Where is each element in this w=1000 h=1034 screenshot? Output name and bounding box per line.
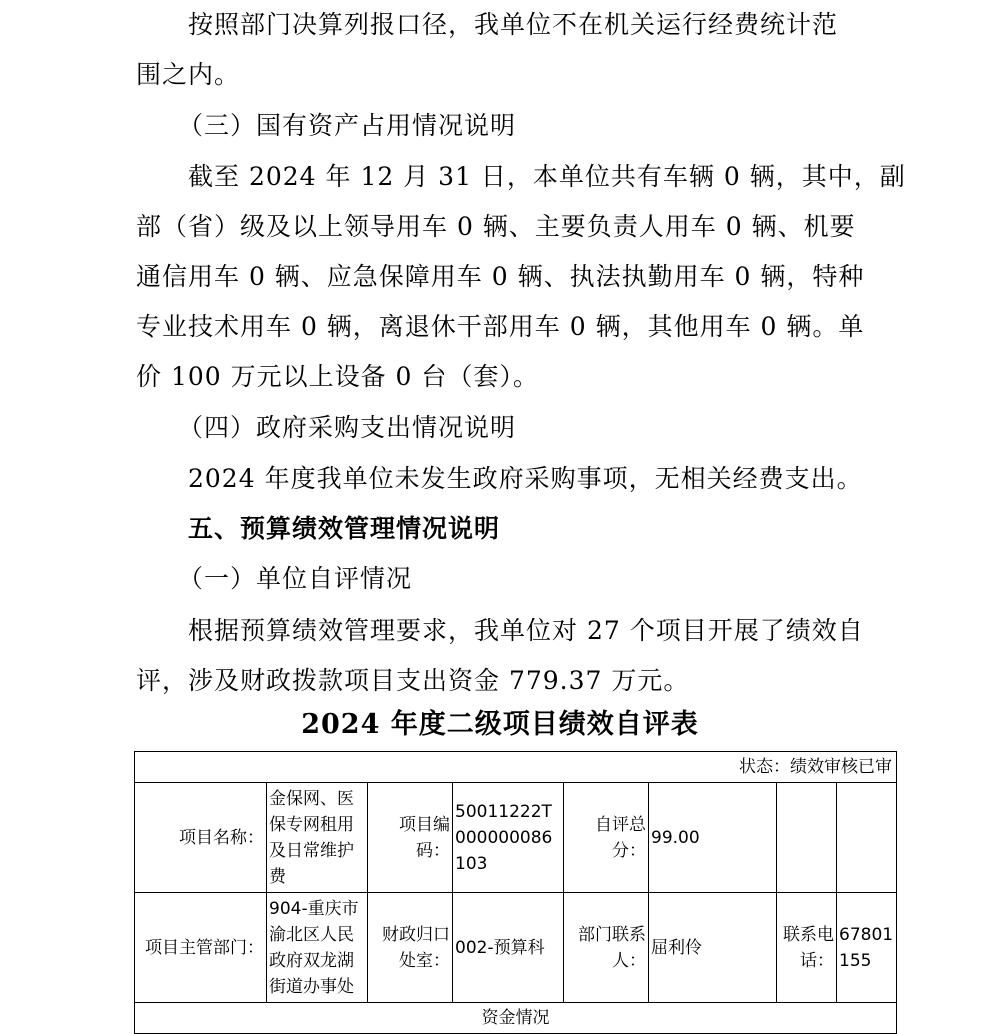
status-row bbox=[135, 752, 897, 783]
score-label: 自评总分： bbox=[564, 783, 649, 893]
project-code-value: 50011222T000000086103 bbox=[453, 783, 564, 893]
chapter-heading: 五、预算绩效管理情况说明 bbox=[188, 514, 501, 543]
finance-label: 财政归口处室： bbox=[368, 893, 453, 1003]
score-value: 99.00 bbox=[649, 783, 777, 893]
phone-label: 联系电话： bbox=[777, 893, 837, 1003]
paragraph-line: 围之内。 bbox=[136, 60, 241, 89]
finance-value: 002-预算科 bbox=[453, 893, 564, 1003]
empty-cell bbox=[837, 783, 897, 893]
paragraph-line: 部（省）级及以上领导用车 0 辆、主要负责人用车 0 辆、机要 bbox=[136, 212, 856, 241]
table-row bbox=[135, 1003, 897, 1034]
dept-label: 项目主管部门： bbox=[135, 893, 267, 1003]
status-text: 状态：绩效审核已审 bbox=[135, 752, 897, 783]
project-name-value: 金保网、医保专网租用及日常维护费 bbox=[267, 783, 368, 893]
table-row bbox=[135, 893, 897, 1003]
project-code-label: 项目编码： bbox=[368, 783, 453, 893]
contact-label: 部门联系人： bbox=[564, 893, 649, 1003]
paragraph-line: 2024 年度我单位未发生政府采购事项，无相关经费支出。 bbox=[188, 464, 863, 493]
performance-table bbox=[134, 751, 897, 1034]
paragraph-line: 截至 2024 年 12 月 31 日，本单位共有车辆 0 辆，其中，副 bbox=[188, 162, 906, 191]
phone-value: 67801155 bbox=[837, 893, 897, 1003]
table-row bbox=[135, 783, 897, 893]
funds-header: 资金情况 bbox=[135, 1003, 897, 1034]
contact-value: 屈利伶 bbox=[649, 893, 777, 1003]
paragraph-line: 通信用车 0 辆、应急保障用车 0 辆、执法执勤用车 0 辆，特种 bbox=[136, 262, 865, 291]
project-name-label: 项目名称： bbox=[135, 783, 267, 893]
section-heading: （一）单位自评情况 bbox=[178, 564, 413, 593]
section-heading: （四）政府采购支出情况说明 bbox=[178, 413, 517, 442]
empty-cell bbox=[777, 783, 837, 893]
dept-value: 904-重庆市渝北区人民政府双龙湖街道办事处 bbox=[267, 893, 368, 1003]
paragraph-line: 根据预算绩效管理要求，我单位对 27 个项目开展了绩效自 bbox=[188, 616, 864, 645]
paragraph-line: 专业技术用车 0 辆，离退休干部用车 0 辆，其他用车 0 辆。单 bbox=[136, 312, 865, 341]
paragraph-line: 价 100 万元以上设备 0 台（套）。 bbox=[136, 362, 539, 391]
table-title: 2024 年度二级项目绩效自评表 bbox=[301, 709, 699, 740]
paragraph-line: 评，涉及财政拨款项目支出资金 779.37 万元。 bbox=[136, 666, 690, 695]
section-heading: （三）国有资产占用情况说明 bbox=[178, 111, 517, 140]
paragraph-line: 按照部门决算列报口径，我单位不在机关运行经费统计范 bbox=[188, 10, 839, 39]
